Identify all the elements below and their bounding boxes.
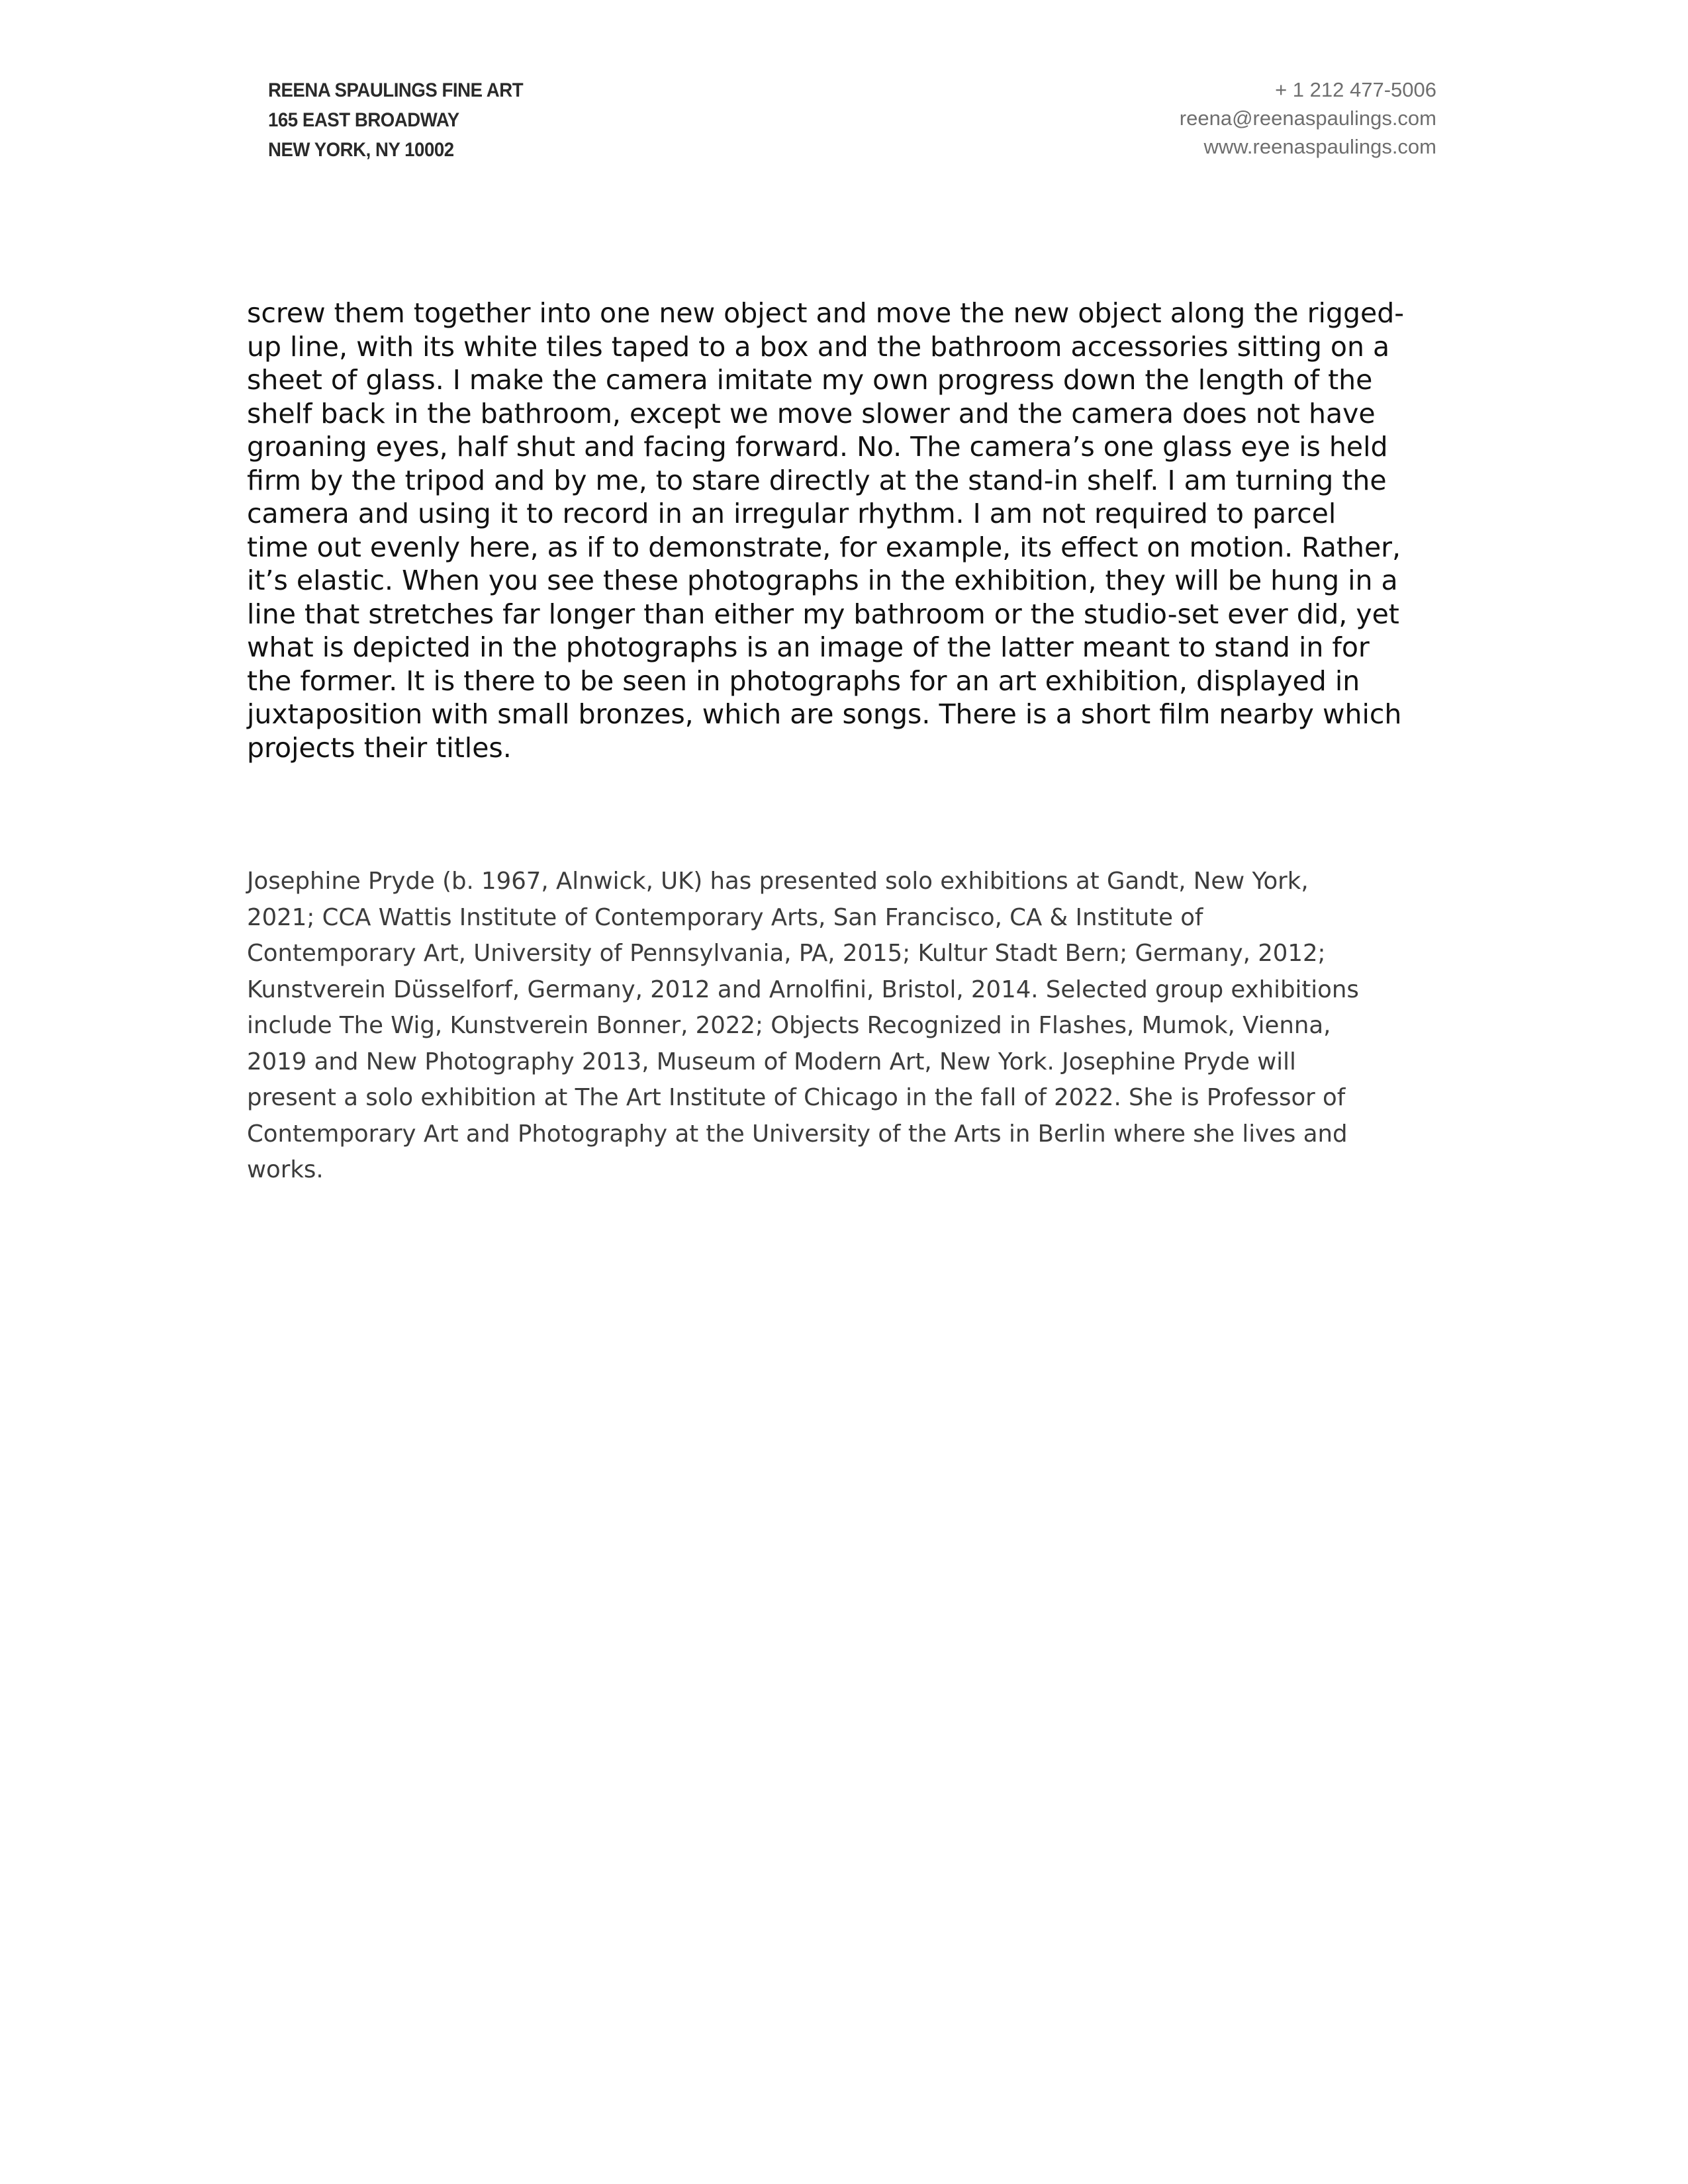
bio-line: works. — [247, 1156, 324, 1183]
essay-line: shelf back in the bathroom, except we move slower and the camera does not have — [247, 397, 1376, 430]
essay-line: firm by the tripod and by me, to stare directly at the stand-in shelf. I am turning the — [247, 464, 1387, 496]
essay-line: the former. It is there to be seen in photographs for an art exhibition, displayed in — [247, 664, 1360, 697]
bio-line: include The Wig, Kunstverein Bonner, 2022; Objects Recognized in Flashes, Mumok, Vienna, — [247, 1012, 1331, 1039]
essay-line: time out evenly here, as if to demonstrate, for example, its effect on motion. Rather, — [247, 531, 1401, 563]
essay-line: up line, with its white tiles taped to a box and the bathroom accessories sitting on a — [247, 330, 1390, 363]
essay-text — [247, 296, 1435, 764]
bio-line: Josephine Pryde (b. 1967, Alnwick, UK) has presented solo exhibitions at Gandt, New York, — [247, 868, 1309, 895]
address-line-1: 165 EAST BROADWAY — [268, 109, 459, 131]
essay-line: projects their titles. — [247, 731, 512, 764]
bio-line: 2019 and New Photography 2013, Museum of Modern Art, New York. Josephine Pryde will — [247, 1048, 1296, 1075]
essay-line: groaning eyes, half shut and facing forward. No. The camera’s one glass eye is held — [247, 431, 1388, 463]
essay-line: sheet of glass. I make the camera imitate my own progress down the length of the — [247, 364, 1373, 396]
artist-bio — [247, 864, 1438, 1189]
address-line-2: NEW YORK, NY 10002 — [268, 139, 454, 161]
essay-line: line that stretches far longer than either my bathroom or the studio-set ever did, yet — [247, 598, 1399, 630]
letterhead-contact-block — [1180, 75, 1436, 161]
bio-line: Contemporary Art and Photography at the University of the Arts in Berlin where she lives and — [247, 1120, 1348, 1148]
gallery-name: REENA SPAULINGS FINE ART — [268, 79, 524, 101]
phone-number: + 1 212 477-5006 — [1275, 78, 1436, 101]
essay-line: screw them together into one new object and move the new object along the rigged- — [247, 297, 1405, 329]
essay-line: it’s elastic. When you see these photographs in the exhibition, they will be hung in a — [247, 565, 1398, 596]
bio-line: 2021; CCA Wattis Institute of Contemporary Arts, San Francisco, CA & Institute of — [247, 903, 1203, 931]
essay-line: camera and using it to record in an irregular rhythm. I am not required to parcel — [247, 498, 1336, 529]
bio-line: present a solo exhibition at The Art Institute of Chicago in the fall of 2022. She is Professor of — [247, 1084, 1346, 1111]
bio-line: Kunstverein Düsselforf, Germany, 2012 and Arnolfini, Bristol, 2014. Selected group exhibitions — [247, 976, 1359, 1003]
email-address: reena@reenaspaulings.com — [1179, 107, 1436, 130]
essay-line: juxtaposition with small bronzes, which are songs. There is a short film nearby which — [247, 698, 1402, 730]
bio-line: Contemporary Art, University of Pennsylvania, PA, 2015; Kultur Stadt Bern; Germany, 2012; — [247, 940, 1326, 967]
website-url: www.reenaspaulings.com — [1203, 135, 1436, 158]
letterhead-address-block — [268, 75, 523, 165]
essay-line: what is depicted in the photographs is an image of the latter meant to stand in for — [247, 631, 1370, 663]
